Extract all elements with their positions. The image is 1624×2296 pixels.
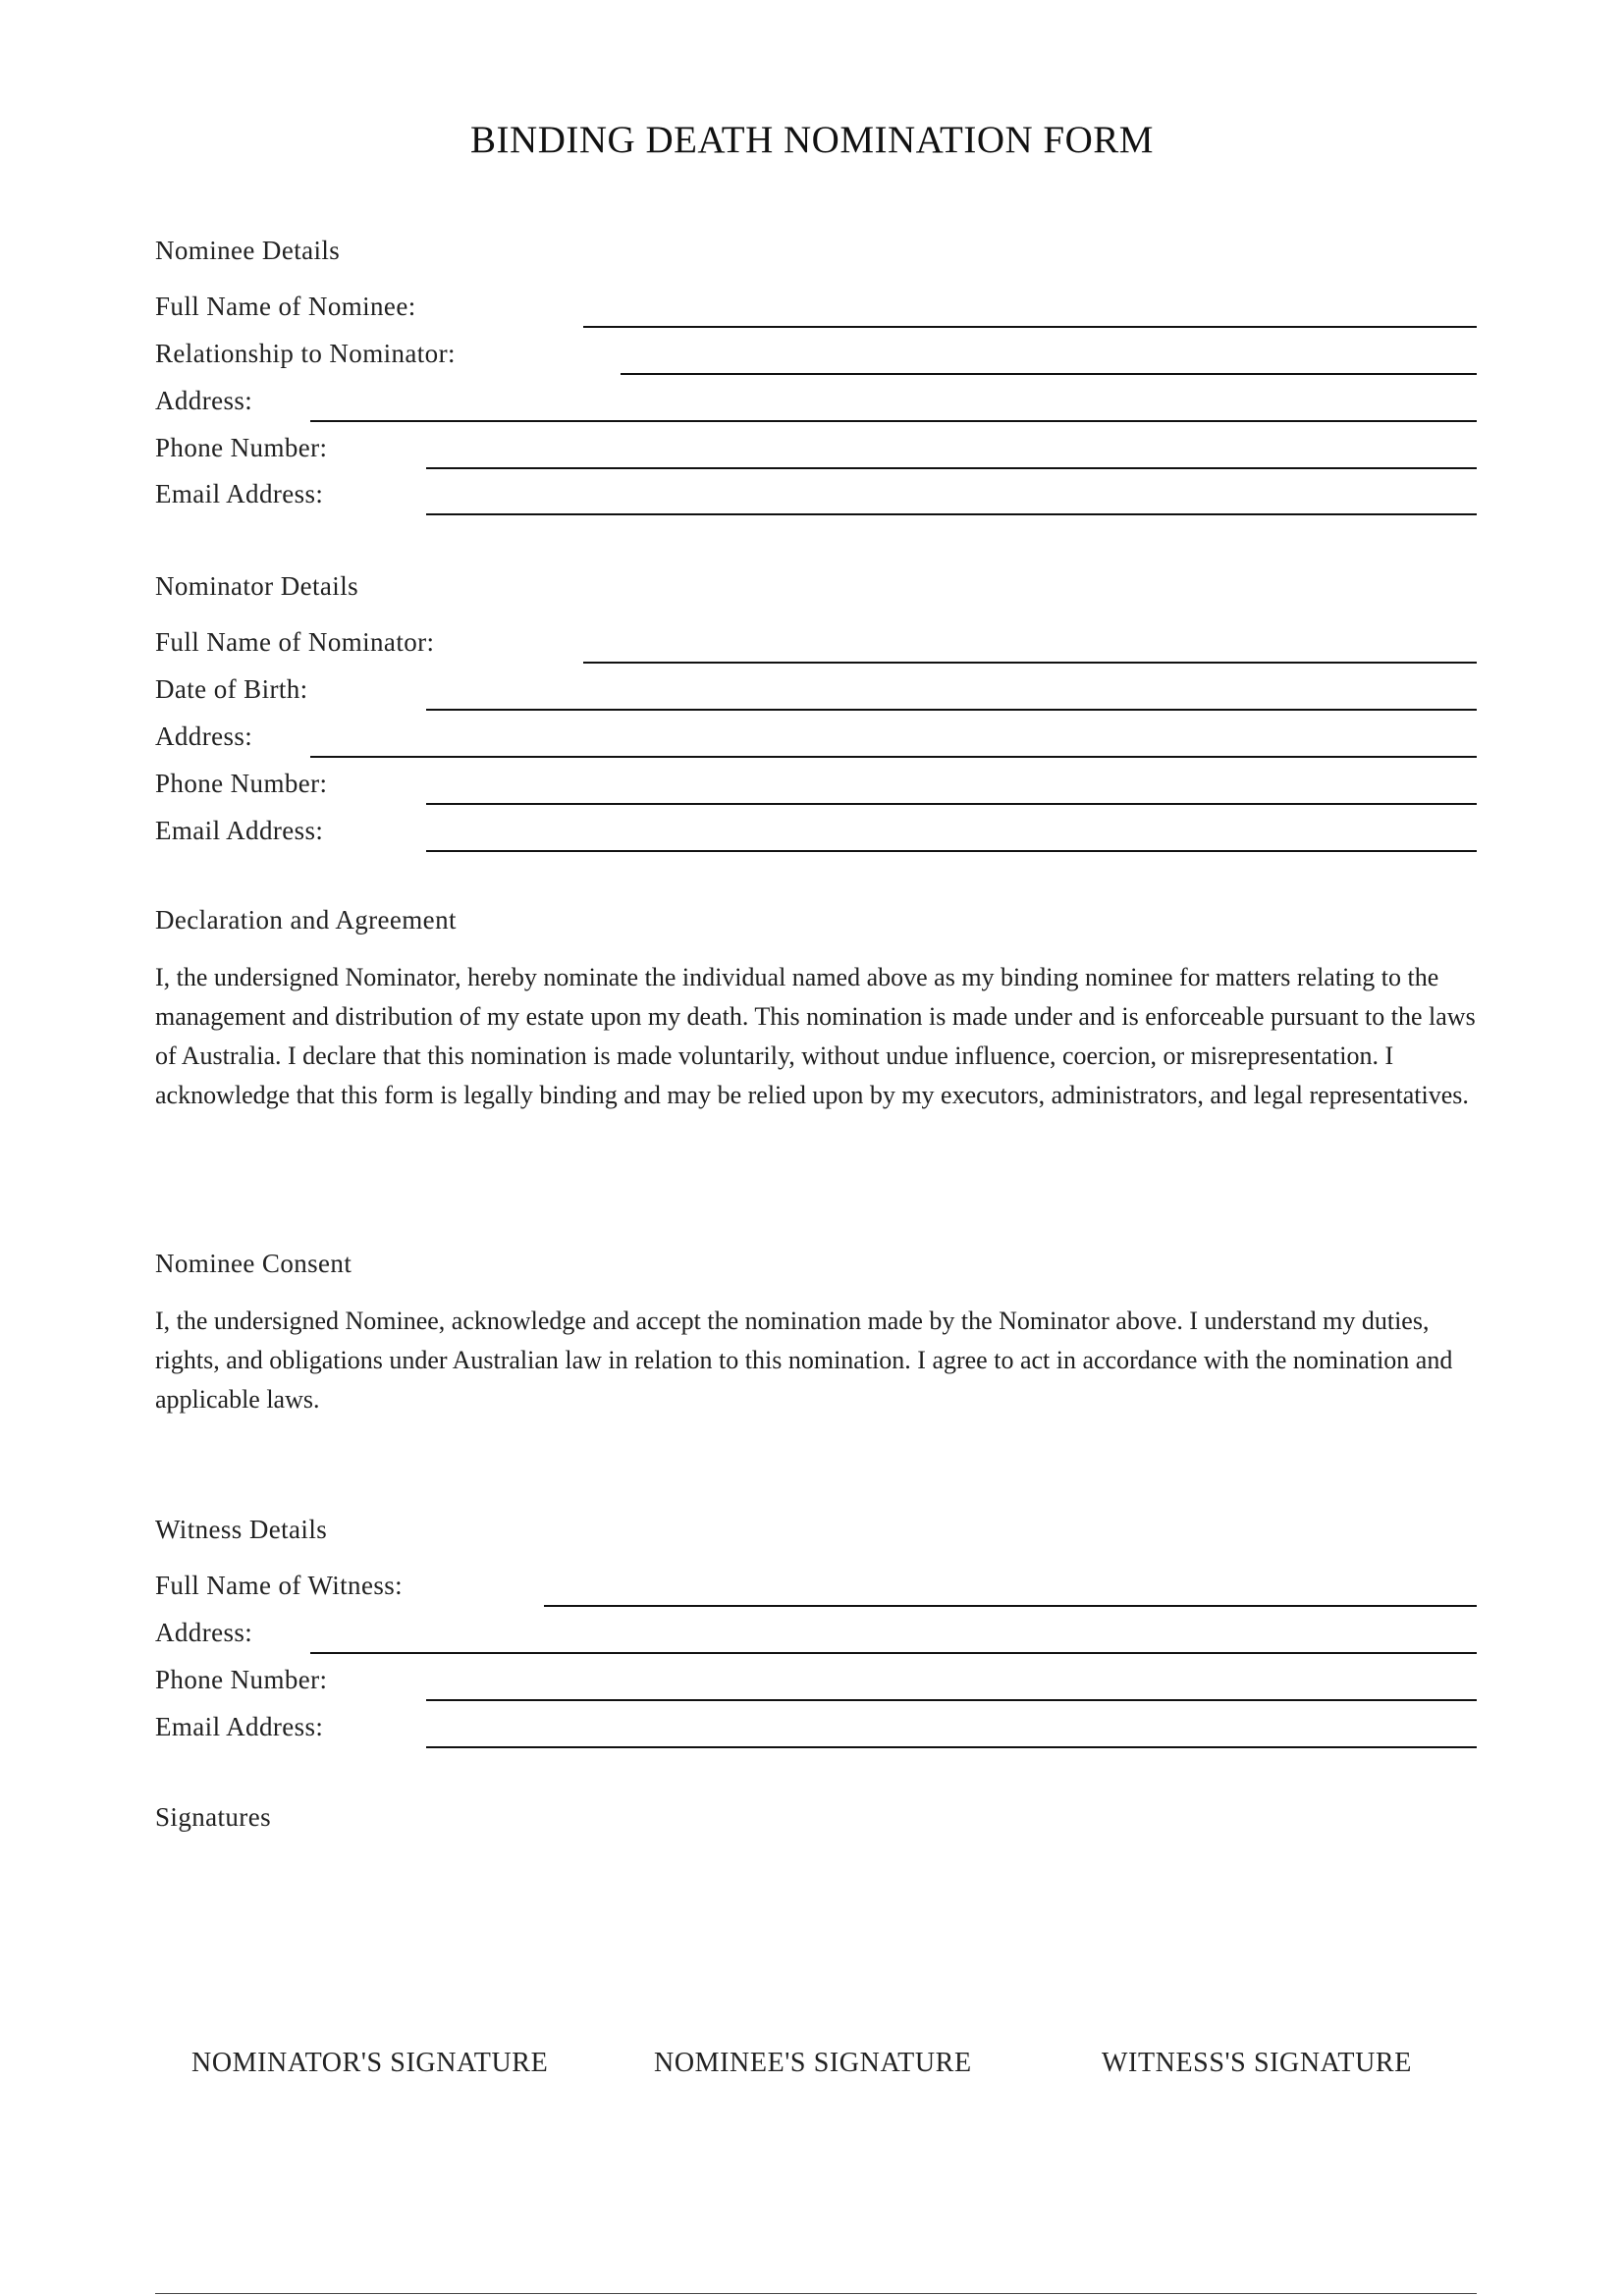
nominator-phone-row [155, 766, 1477, 805]
nominee-relationship-row [155, 336, 1477, 375]
nominee-full-name-field[interactable] [583, 326, 1477, 328]
nominee-phone-field[interactable] [426, 467, 1477, 469]
witness-email-field[interactable] [426, 1746, 1477, 1748]
witness-address-row [155, 1615, 1477, 1654]
nominee-phone-label: Phone Number: [155, 433, 328, 462]
nominee-phone-row [155, 430, 1477, 469]
witness-full-name-row [155, 1568, 1477, 1607]
nominee-relationship-field[interactable] [621, 373, 1477, 375]
witness-signature-label: WITNESS'S SIGNATURE [1102, 2048, 1412, 2078]
nominator-full-name-field[interactable] [583, 662, 1477, 664]
declaration-text: I, the undersigned Nominator, hereby nominate the individual named above as my binding nominee for matters relating to the management and distribution of my estate upon my death. This nomination is made under and is enforceable pursuant to the laws of Australia. I declare that this nomination is made voluntarily, without undue influence, coercion, or misrepresentation. I acknowledge that this form is legally binding and may be relied upon by my executors, administrators, and legal representatives. [155, 963, 1476, 1109]
consent-heading: Nominee Consent [155, 1249, 352, 1278]
witness-email-row [155, 1709, 1477, 1748]
nominator-dob-row [155, 671, 1477, 711]
nominator-address-row [155, 719, 1477, 758]
nominator-email-label: Email Address: [155, 816, 324, 845]
nominee-full-name-label: Full Name of Nominee: [155, 292, 416, 321]
nominator-phone-label: Phone Number: [155, 769, 328, 798]
nominator-dob-label: Date of Birth: [155, 674, 308, 704]
nominee-section-heading: Nominee Details [155, 236, 341, 265]
witness-full-name-field[interactable] [544, 1605, 1477, 1607]
nominator-phone-field[interactable] [426, 803, 1477, 805]
nominator-address-field[interactable] [310, 756, 1477, 758]
consent-text: I, the undersigned Nominee, acknowledge and accept the nomination made by the Nominator above. I understand my duties, rights, and obligations under Australian law in relation to this nomination. I agree to act in accordance with the nomination and applicable laws. [155, 1307, 1453, 1414]
nominator-address-label: Address: [155, 721, 253, 751]
nominee-address-field[interactable] [310, 420, 1477, 422]
nominator-email-row [155, 813, 1477, 852]
nominator-signature-label: NOMINATOR'S SIGNATURE [191, 2048, 549, 2078]
witness-phone-field[interactable] [426, 1699, 1477, 1701]
nominator-full-name-row [155, 624, 1477, 664]
witness-email-label: Email Address: [155, 1712, 324, 1741]
nominator-full-name-label: Full Name of Nominator: [155, 627, 435, 657]
nominator-section-heading: Nominator Details [155, 571, 359, 601]
form-title: BINDING DEATH NOMINATION FORM [470, 119, 1154, 161]
witness-phone-label: Phone Number: [155, 1665, 328, 1694]
nominee-address-row [155, 383, 1477, 422]
declaration-heading: Declaration and Agreement [155, 905, 457, 934]
witness-full-name-label: Full Name of Witness: [155, 1571, 404, 1600]
nominator-dob-field[interactable] [426, 709, 1477, 711]
witness-address-label: Address: [155, 1618, 253, 1647]
witness-address-field[interactable] [310, 1652, 1477, 1654]
signatures-heading: Signatures [155, 1802, 271, 1832]
nominee-email-label: Email Address: [155, 479, 324, 508]
witness-section-heading: Witness Details [155, 1515, 328, 1544]
nominee-email-field[interactable] [426, 513, 1477, 515]
nominee-relationship-label: Relationship to Nominator: [155, 339, 456, 368]
nominee-signature-label: NOMINEE'S SIGNATURE [654, 2048, 972, 2078]
witness-phone-row [155, 1662, 1477, 1701]
footer-divider [155, 2293, 1477, 2294]
nominator-email-field[interactable] [426, 850, 1477, 852]
nominee-full-name-row [155, 289, 1477, 328]
nominee-address-label: Address: [155, 386, 253, 415]
nominee-email-row [155, 476, 1477, 515]
